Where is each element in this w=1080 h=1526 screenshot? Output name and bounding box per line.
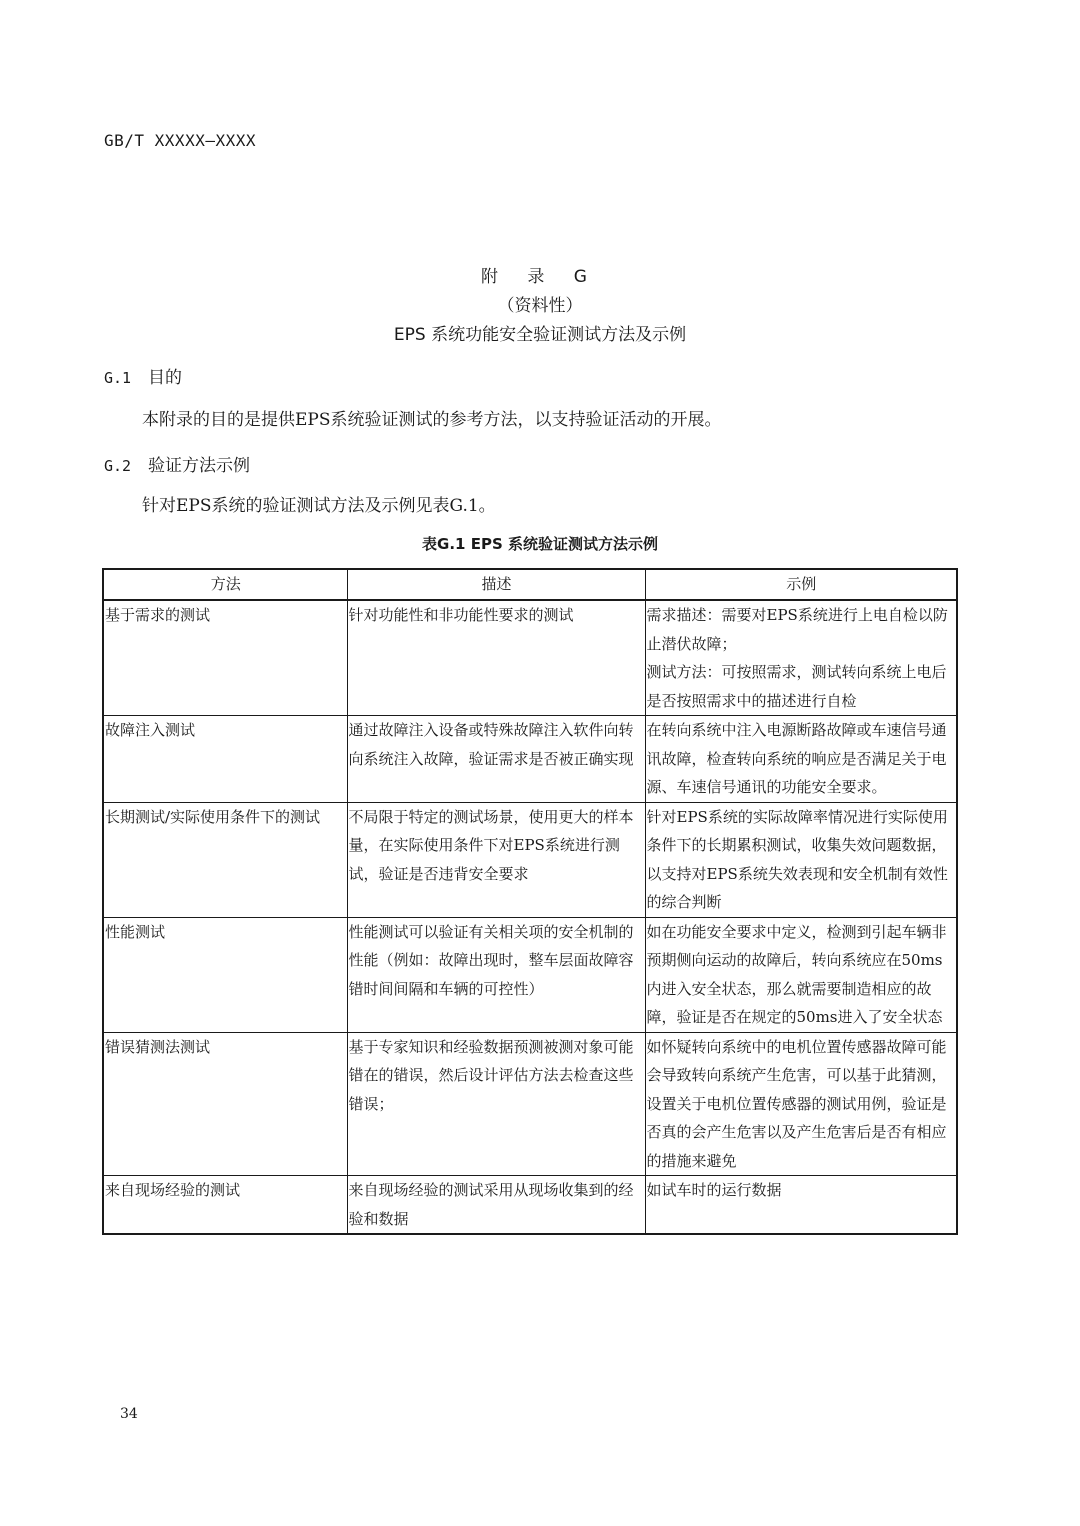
example-cell: 在转向系统中注入电源断路故障或车速信号通讯故障，检查转向系统的响应是否满足关于电源、车速信号通讯的功能安全要求。	[645, 716, 957, 803]
section-heading-g1	[104, 363, 182, 388]
column-header-method: 方法	[103, 569, 347, 600]
section-paragraph: 本附录的目的是提供EPS系统验证测试的参考方法，以支持验证活动的开展。	[142, 410, 722, 430]
section-heading-g2	[104, 451, 250, 476]
document-code: GB/T XXXXX—XXXX	[104, 131, 256, 150]
description-cell: 通过故障注入设备或特殊故障注入软件向转向系统注入故障，验证需求是否被正确实现	[347, 716, 645, 803]
table-header-row	[103, 569, 957, 600]
table-row	[103, 716, 957, 803]
section-number: G.2	[104, 457, 132, 475]
description-cell: 性能测试可以验证有关相关项的安全机制的性能（例如：故障出现时，整车层面故障容错时间间隔和车辆的可控性）	[347, 917, 645, 1032]
method-cell: 长期测试/实际使用条件下的测试	[103, 802, 347, 917]
appendix-title: 附 录 G	[481, 267, 599, 287]
example-cell: 需求描述：需要对EPS系统进行上电自检以防止潜伏故障； 测试方法：可按照需求，测试转向系统上电后是否按照需求中的描述进行自检	[645, 600, 957, 716]
section-number: G.1	[104, 369, 132, 387]
method-cell: 基于需求的测试	[103, 600, 347, 716]
table-row	[103, 1032, 957, 1176]
table-row	[103, 600, 957, 716]
appendix-name: EPS 系统功能安全验证测试方法及示例	[393, 325, 687, 345]
section-title: 验证方法示例	[148, 456, 250, 476]
method-cell: 性能测试	[103, 917, 347, 1032]
method-cell: 故障注入测试	[103, 716, 347, 803]
example-cell: 如试车时的运行数据	[645, 1176, 957, 1235]
example-cell: 针对EPS系统的实际故障率情况进行实际使用条件下的长期累积测试，收集失效问题数据，以支持对EPS系统失效表现和安全机制有效性的综合判断	[645, 802, 957, 917]
description-cell: 基于专家知识和经验数据预测被测对象可能错在的错误，然后设计评估方法去检查这些错误；	[347, 1032, 645, 1176]
description-cell: 针对功能性和非功能性要求的测试	[347, 600, 645, 716]
table-row	[103, 1176, 957, 1235]
method-cell: 错误猜测法测试	[103, 1032, 347, 1176]
description-cell: 不局限于特定的测试场景，使用更大的样本量，在实际使用条件下对EPS系统进行测试，验证是否违背安全要求	[347, 802, 645, 917]
column-header-description: 描述	[347, 569, 645, 600]
method-cell: 来自现场经验的测试	[103, 1176, 347, 1235]
methods-table	[102, 568, 958, 1235]
page-number: 34	[120, 1406, 138, 1422]
example-cell: 如在功能安全要求中定义，检测到引起车辆非预期侧向运动的故障后，转向系统应在50ms内进入安全状态，那么就需要制造相应的故障，验证是否在规定的50ms进入了安全状态	[645, 917, 957, 1032]
column-header-example: 示例	[645, 569, 957, 600]
description-cell: 来自现场经验的测试采用从现场收集到的经验和数据	[347, 1176, 645, 1235]
table-row	[103, 917, 957, 1032]
section-paragraph: 针对EPS系统的验证测试方法及示例见表G.1。	[142, 496, 496, 516]
appendix-type: （资料性）	[497, 296, 583, 316]
example-cell: 如怀疑转向系统中的电机位置传感器故障可能会导致转向系统产生危害，可以基于此猜测，设置关于电机位置传感器的测试用例，验证是否真的会产生危害以及产生危害后是否有相应的措施来避免	[645, 1032, 957, 1176]
section-title: 目的	[148, 368, 182, 388]
table-caption: 表G.1 EPS 系统验证测试方法示例	[422, 535, 658, 553]
table-row	[103, 802, 957, 917]
